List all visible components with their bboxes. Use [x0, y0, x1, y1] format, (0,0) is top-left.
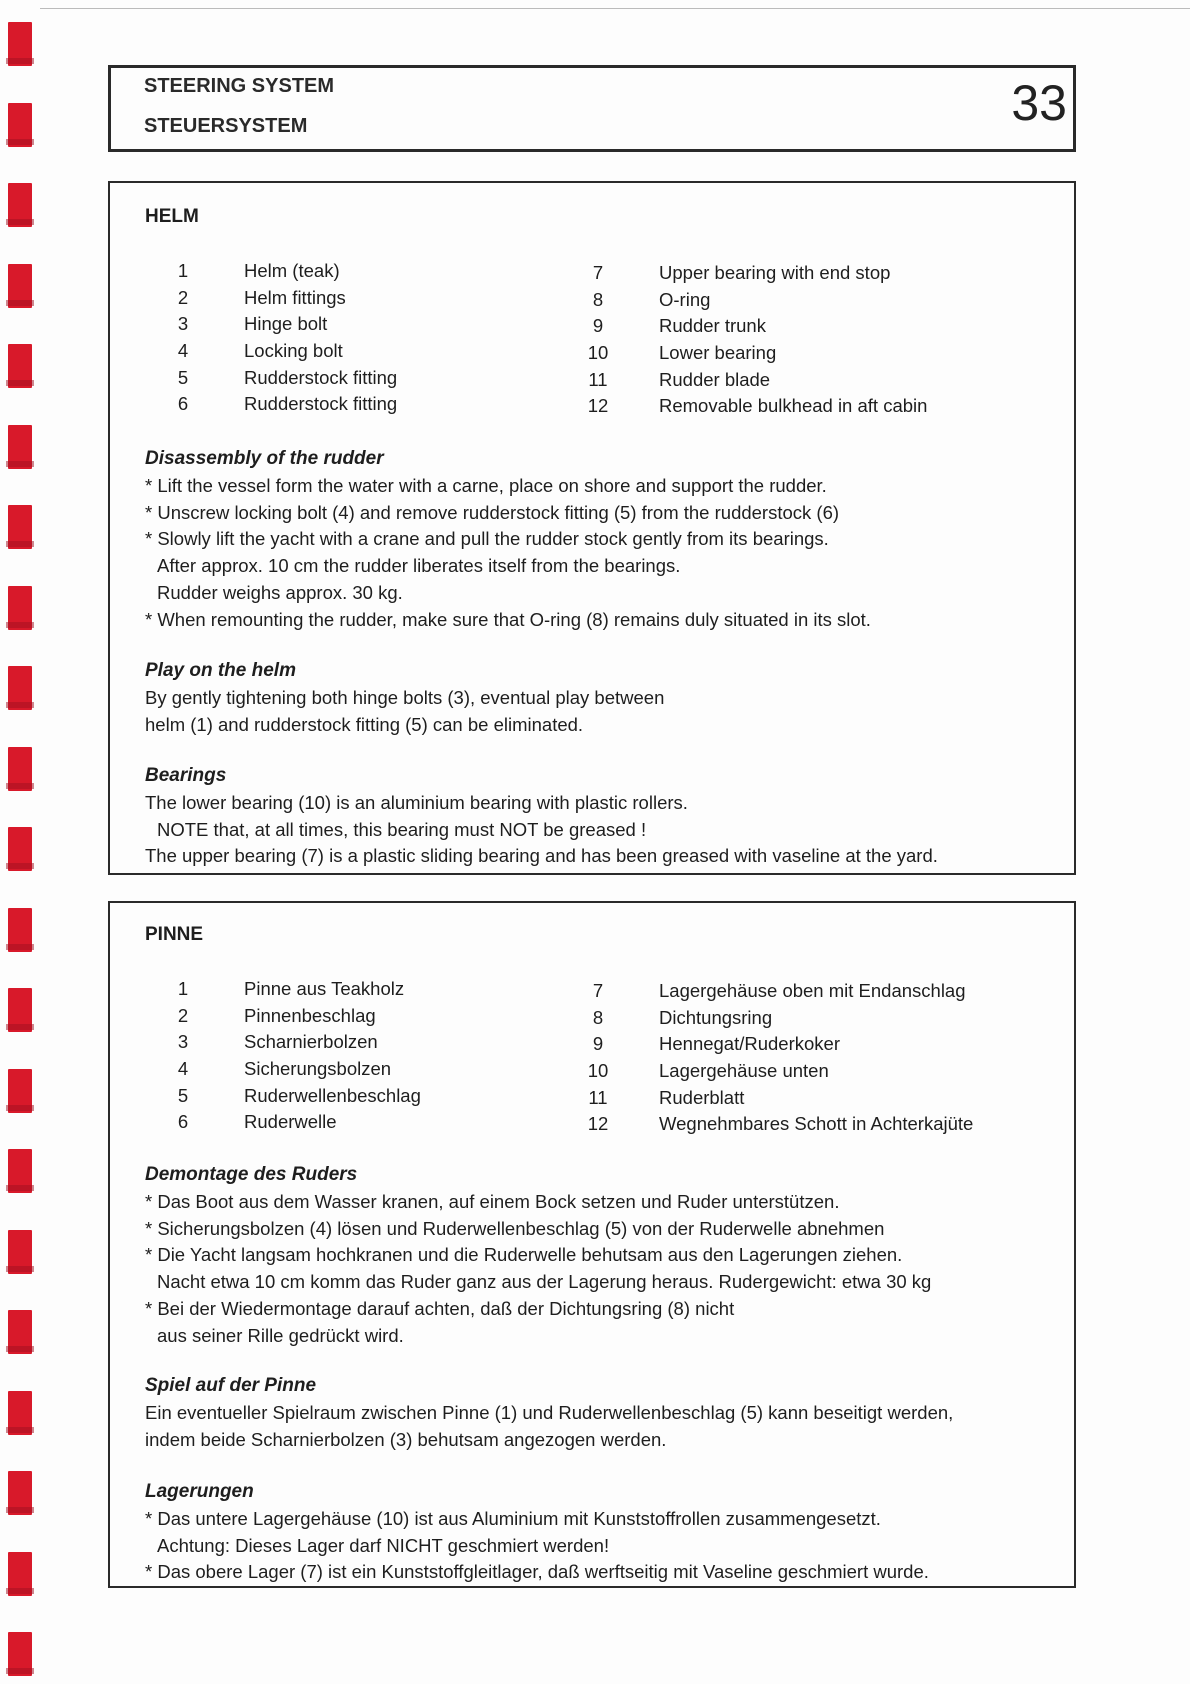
part-number: 1 [177, 978, 189, 999]
part-item [164, 1109, 421, 1136]
part-label: Sicherungsbolzen [244, 1058, 392, 1080]
text-line: By gently tightening both hinge bolts (3), eventual play between [145, 687, 665, 708]
part-label: Rudder blade [659, 368, 771, 390]
part-label: Lagergehäuse oben mit Endanschlag [659, 980, 966, 1001]
part-label: Dichtungsring [659, 1006, 773, 1028]
part-label: Ruderwelle [244, 1111, 337, 1133]
binding-mark [8, 1310, 32, 1354]
part-number: 2 [177, 1004, 189, 1026]
lagerungen-text [145, 1506, 929, 1586]
part-label: Pinne aus Teakholz [244, 978, 405, 999]
part-item [164, 1003, 421, 1030]
title-german: STEUERSYSTEM [144, 115, 308, 137]
part-item [164, 258, 397, 285]
part-item [164, 1083, 421, 1110]
binding-mark [8, 988, 32, 1032]
pinne-heading: PINNE [145, 924, 204, 945]
part-label: Helm (teak) [244, 260, 340, 281]
page-number: 33 [1011, 75, 1067, 131]
binding-mark [8, 1632, 32, 1676]
part-number: 7 [592, 262, 604, 283]
binding-mark [8, 183, 32, 227]
binding-mark [8, 425, 32, 469]
part-number: 11 [588, 1086, 608, 1108]
part-item [164, 338, 397, 365]
part-label: Helm fittings [244, 286, 346, 308]
part-number: 3 [177, 1031, 189, 1053]
binding-mark [8, 1391, 32, 1435]
text-line: Ein eventueller Spielraum zwischen Pinne (1) und Ruderwellenbeschlag (5) kann beseitigt werden, [145, 1402, 954, 1423]
text-line: * Lift the vessel form the water with a carne, place on shore and support the rudder. [145, 475, 827, 496]
binding-mark [8, 264, 32, 308]
text-line: After approx. 10 cm the rudder liberates itself from the bearings. [157, 555, 681, 577]
text-line: aus seiner Rille gedrückt wird. [157, 1324, 404, 1346]
part-number: 5 [177, 1084, 189, 1106]
part-label: Wegnehmbares Schott in Achterkajüte [659, 1113, 974, 1135]
text-line: * Das Boot aus dem Wasser kranen, auf einem Bock setzen und Ruder unterstützen. [145, 1191, 840, 1212]
text-line: * Sicherungsbolzen (4) lösen und Ruderwellenbeschlag (5) von der Ruderwelle abnehmen [145, 1217, 885, 1239]
binding-mark [8, 666, 32, 710]
part-number: 7 [592, 980, 604, 1001]
part-number: 4 [177, 1058, 189, 1080]
part-item [164, 311, 397, 338]
part-number: 8 [592, 288, 604, 310]
binding-mark [8, 505, 32, 549]
part-number: 2 [177, 286, 189, 308]
text-line: helm (1) and rudderstock fitting (5) can be eliminated. [145, 713, 584, 735]
part-label: O-ring [659, 288, 711, 310]
binding-mark [8, 1069, 32, 1113]
part-label: Upper bearing with end stop [659, 262, 891, 283]
part-number: 10 [587, 1060, 609, 1082]
demontage-text [145, 1189, 931, 1349]
parts-left-list [164, 976, 421, 1136]
text-line: NOTE that, at all times, this bearing must NOT be greased ! [157, 818, 647, 840]
part-number: 6 [177, 1111, 189, 1133]
text-line: Achtung: Dieses Lager darf NICHT geschmiert werden! [157, 1534, 610, 1556]
part-item [579, 1005, 973, 1032]
part-number: 10 [587, 342, 609, 364]
part-label: Removable bulkhead in aft cabin [659, 395, 928, 417]
parts-left-list [164, 258, 397, 418]
binding-mark [8, 22, 32, 66]
text-line: * Die Yacht langsam hochkranen und die Ruderwelle behutsam aus den Lagerungen ziehen. [145, 1244, 903, 1266]
part-label: Ruderblatt [659, 1086, 745, 1108]
lagerungen-heading: Lagerungen [145, 1481, 254, 1502]
text-line: * Das untere Lagergehäuse (10) ist aus Aluminium mit Kunststoffrollen zusammengesetzt. [145, 1508, 881, 1529]
title-english: STEERING SYSTEM [144, 75, 335, 97]
part-number: 9 [592, 315, 604, 337]
parts-right-list [579, 978, 973, 1138]
binding-mark [8, 747, 32, 791]
binding-mark [8, 103, 32, 147]
part-label: Hennegat/Ruderkoker [659, 1033, 840, 1055]
part-number: 6 [177, 393, 189, 415]
binding-mark [8, 586, 32, 630]
part-item [164, 976, 421, 1003]
part-label: Pinnenbeschlag [244, 1004, 376, 1026]
part-item [579, 313, 927, 340]
part-item [579, 393, 927, 420]
part-item [579, 1031, 973, 1058]
part-item [164, 1056, 421, 1083]
disassembly-heading: Disassembly of the rudder [145, 448, 384, 469]
part-item [579, 287, 927, 314]
binding-mark [8, 1230, 32, 1274]
part-label: Rudder trunk [659, 315, 766, 337]
part-label: Locking bolt [244, 340, 343, 362]
part-item [579, 1085, 973, 1112]
page-edge [40, 8, 1190, 9]
text-line: * Unscrew locking bolt (4) and remove rudderstock fitting (5) from the rudderstock (6) [145, 501, 840, 523]
part-item [579, 978, 973, 1005]
part-label: Rudderstock fitting [244, 393, 398, 415]
part-item [579, 367, 927, 394]
text-line: The upper bearing (7) is a plastic sliding bearing and has been greased with vaseline at the yard. [145, 845, 938, 867]
bearings-text [145, 790, 938, 870]
part-label: Rudderstock fitting [244, 366, 398, 388]
text-line: indem beide Scharnierbolzen (3) behutsam angezogen werden. [145, 1428, 667, 1450]
binding-mark [8, 1471, 32, 1515]
part-label: Hinge bolt [244, 313, 328, 335]
spiel-heading: Spiel auf der Pinne [145, 1375, 317, 1396]
part-item [164, 365, 397, 392]
part-label: Scharnierbolzen [244, 1031, 378, 1053]
part-item [164, 285, 397, 312]
binding-mark [8, 908, 32, 952]
part-item [579, 260, 927, 287]
part-item [579, 1111, 973, 1138]
play-heading: Play on the helm [145, 660, 296, 681]
part-number: 3 [177, 313, 189, 335]
part-item [579, 340, 927, 367]
part-item [579, 1058, 973, 1085]
text-line: The lower bearing (10) is an aluminium bearing with plastic rollers. [145, 792, 688, 813]
part-number: 5 [177, 366, 189, 388]
demontage-heading: Demontage des Ruders [145, 1164, 358, 1185]
part-item [164, 1029, 421, 1056]
text-line: * When remounting the rudder, make sure that O-ring (8) remains duly situated in its slot. [145, 608, 871, 630]
text-line: * Slowly lift the yacht with a crane and pull the rudder stock gently from its bearings. [145, 528, 829, 550]
text-line: * Das obere Lager (7) ist ein Kunststoffgleitlager, daß werftseitig mit Vaseline geschmiert wurde. [145, 1561, 929, 1583]
part-number: 12 [587, 395, 609, 417]
play-text [145, 685, 664, 738]
part-number: 8 [592, 1006, 604, 1028]
spiel-text [145, 1400, 953, 1453]
binding-mark [8, 827, 32, 871]
binding-mark [8, 1149, 32, 1193]
page-header [108, 65, 1076, 152]
part-label: Ruderwellenbeschlag [244, 1084, 421, 1106]
binding-mark [8, 1552, 32, 1596]
text-line: * Bei der Wiedermontage darauf achten, daß der Dichtungsring (8) nicht [145, 1297, 735, 1319]
parts-right-list [579, 260, 927, 420]
part-number: 11 [588, 368, 608, 390]
part-number: 4 [177, 340, 189, 362]
bearings-heading: Bearings [145, 765, 227, 786]
binding-mark [8, 344, 32, 388]
part-label: Lower bearing [659, 342, 777, 364]
part-item [164, 391, 397, 418]
part-label: Lagergehäuse unten [659, 1060, 829, 1082]
disassembly-text [145, 473, 871, 633]
text-line: Nacht etwa 10 cm komm das Ruder ganz aus der Lagerung heraus. Rudergewicht: etwa 30 kg [157, 1271, 932, 1293]
part-number: 9 [592, 1033, 604, 1055]
part-number: 1 [177, 260, 189, 281]
part-number: 12 [587, 1113, 609, 1135]
helm-heading: HELM [145, 206, 199, 227]
text-line: Rudder weighs approx. 30 kg. [157, 581, 403, 603]
